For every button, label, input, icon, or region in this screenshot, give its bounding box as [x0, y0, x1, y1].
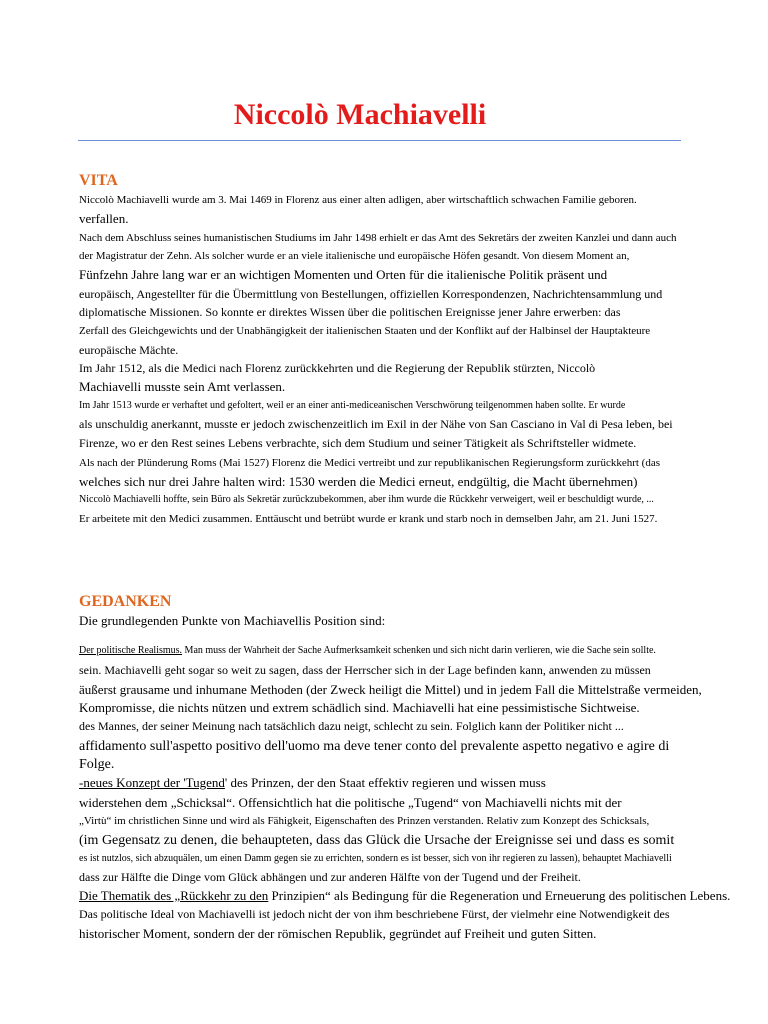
realism-line [79, 645, 656, 656]
text-line: Niccolò Machiavelli hoffte, sein Büro als Sekretär zurückzubekommen, aber ihm wurde die Rückkehr verweigert, weil er beschuldigt wurde, ... [79, 494, 654, 505]
text-line: Folge. [79, 757, 115, 772]
text-line: Zerfall des Gleichgewichts und der Unabhängigkeit der italienischen Staaten und der Konflikt auf der Halbinsel der Hauptakteure [79, 325, 651, 337]
realism-term: Der politische Realismus. [79, 645, 183, 656]
text-line: welches sich nur drei Jahre halten wird: 1530 werden die Medici erneut, endgültig, die Macht übernehmen) [79, 474, 638, 489]
text-line: sein. Machiavelli geht sogar so weit zu sagen, dass der Herrscher sich in der Lage befinden kann, anwenden zu müssen [79, 663, 651, 677]
text-line: widerstehen dem „Schicksal“. Offensichtlich hat die politische „Tugend“ von Machiavelli nichts mit der [79, 795, 622, 810]
text-line: der Magistratur der Zehn. Als solcher wurde er an viele italienische und europäische Höfen gesandt. Von diesem Moment an, [79, 250, 630, 262]
text-line: europäisch, Angestellter für die Übermittlung von Bestellungen, offiziellen Korrespondenzen, Nachrichtensammlung und [79, 287, 663, 301]
text-line: Firenze, wo er den Rest seines Lebens verbrachte, sich dem Studium und seiner Tätigkeit als Schriftsteller widmete. [79, 436, 637, 450]
text-line: europäische Mächte. [79, 343, 179, 357]
realism-text: Man muss der Wahrheit der Sache Aufmerksamkeit schenken und sich nicht darin verlieren, wie die Sache sein sollte. [182, 645, 656, 656]
text-line: Im Jahr 1513 wurde er verhaftet und gefoltert, weil er an einer anti-mediceanischen Verschwörung teilgenommen haben sollte. Er wurde [79, 400, 626, 411]
text-line: es ist nutzlos, sich abzuquälen, um einen Damm gegen sie zu errichten, sondern es ist besser, sich von ihr regieren zu lassen), behauptet Machiavelli [79, 853, 672, 864]
page-title: Niccolò Machiavelli [233, 98, 487, 131]
text-line: des Mannes, der seiner Meinung nach tatsächlich dazu neigt, schlecht zu sein. Folglich kann der Politiker nicht ... [79, 719, 624, 733]
text-line: Kompromisse, die nichts nützen und extrem schädlich sind. Machiavelli hat eine pessimistische Sichtweise. [79, 700, 640, 715]
return-line [79, 889, 730, 903]
tugend-term: -neues Konzept der 'Tugend [79, 775, 225, 790]
text-line: historischer Moment, sondern der der römischen Republik, gegründet auf Freiheit und guten Sitten. [79, 926, 597, 941]
text-line: als unschuldig anerkannt, musste er jedoch zwischenzeitlich im Exil in der Nähe von San Casciano in Val di Pesa leben, bei [79, 417, 673, 431]
text-line: verfallen. [79, 211, 129, 226]
text-line: (im Gegensatz zu denen, die behaupteten, dass das Glück die Ursache der Ereignisse sei und dass es somit [79, 833, 675, 848]
return-term: Die Thematik des „Rückkehr zu den [79, 888, 269, 903]
section-heading-gedanken: GEDANKEN [79, 593, 172, 610]
return-text: Prinzipien“ als Bedingung für die Regeneration und Erneuerung des politischen Lebens. [268, 888, 731, 903]
text-line: dass zur Hälfte die Dinge vom Glück abhängen und zur anderen Hälfte von der Tugend und der Freiheit. [79, 870, 581, 884]
text-line: Er arbeitete mit den Medici zusammen. Enttäuscht und betrübt wurde er krank und starb noch in demselben Jahr, am 21. Juni 1527. [79, 513, 658, 525]
text-line: Machiavelli musste sein Amt verlassen. [79, 379, 286, 394]
text-line: Fünfzehn Jahre lang war er an wichtigen Momenten und Orten für die italienische Politik präsent und [79, 267, 608, 282]
text-line: äußerst grausame und inhumane Methoden (der Zweck heiligt die Mittel) und in jedem Fall die Mittelstraße vermeiden, [79, 682, 702, 697]
title-divider [78, 140, 681, 141]
text-line: diplomatische Missionen. So konnte er direktes Wissen über die politischen Ereignisse jener Jahre erwerben: das [79, 305, 621, 319]
text-line: Das politische Ideal von Machiavelli ist jedoch nicht der von ihm beschriebene Fürst, der vielmehr eine Notwendigkeit des [79, 907, 670, 921]
text-line: „Virtù“ im christlichen Sinne und wird als Fähigkeit, Eigenschaften des Prinzen verstanden. Relativ zum Konzept des Schicksals, [79, 815, 650, 827]
tugend-line [79, 776, 546, 790]
section-heading-vita: VITA [79, 172, 118, 189]
text-line: Als nach der Plünderung Roms (Mai 1527) Florenz die Medici vertreibt und zur republikanischen Regierungsform zurückkehrt (das [79, 457, 661, 469]
text-line: Im Jahr 1512, als die Medici nach Florenz zurückkehrten und die Regierung der Republik stürzten, Niccolò [79, 361, 596, 375]
text-line: Die grundlegenden Punkte von Machiavellis Position sind: [79, 613, 386, 628]
text-line: Niccolò Machiavelli wurde am 3. Mai 1469 in Florenz aus einer alten adligen, aber wirtschaftlich schwachen Familie geboren. [79, 194, 637, 206]
text-line: Nach dem Abschluss seines humanistischen Studiums im Jahr 1498 erhielt er das Amt des Sekretärs der zweiten Kanzlei und dann auch [79, 232, 677, 244]
text-line: affidamento sull'aspetto positivo dell'uomo ma deve tener conto del prevalente aspetto negativo e agire di [79, 739, 670, 754]
tugend-text: ' des Prinzen, der den Staat effektiv regieren und wissen muss [224, 775, 546, 790]
